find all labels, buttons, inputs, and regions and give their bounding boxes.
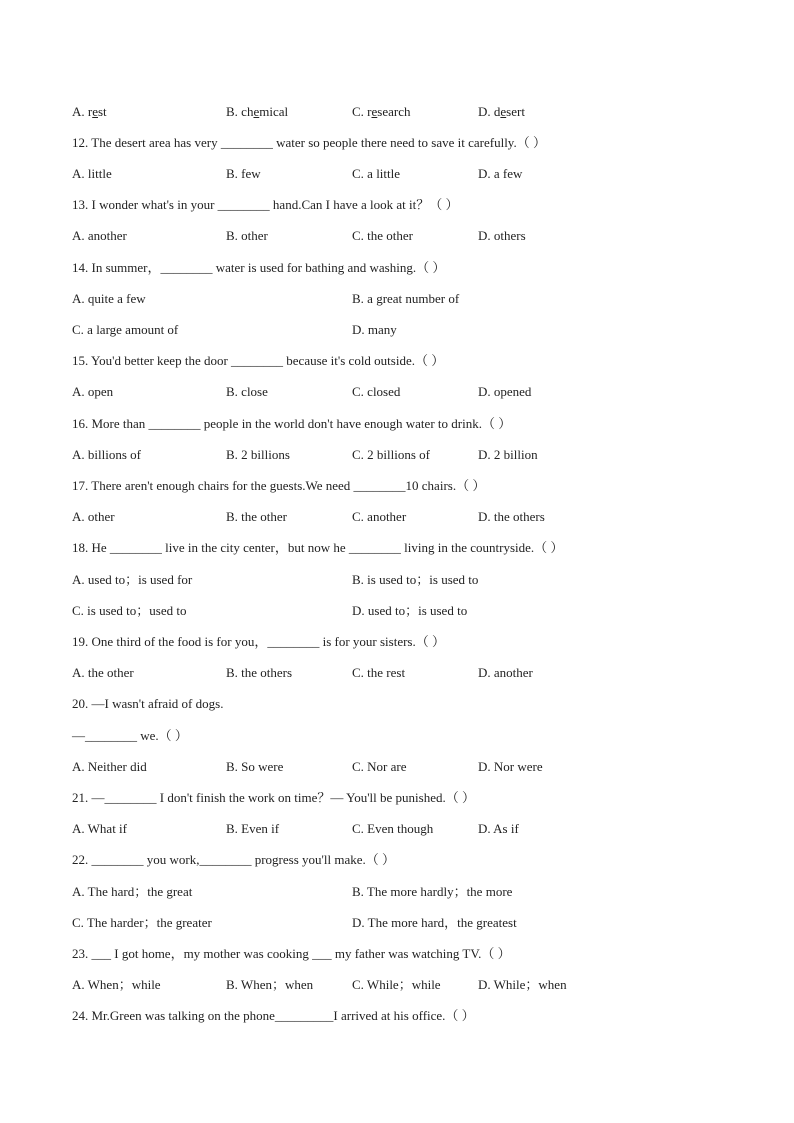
q23-option-b: B. When；when — [226, 977, 314, 992]
q20-option-d: D. Nor were — [478, 759, 543, 774]
q17-option-c: C. another — [352, 509, 407, 524]
q20-option-b: B. So were — [226, 759, 284, 774]
q16-option-a: A. billions of — [72, 447, 141, 462]
q11-option-d: D. desert — [478, 104, 525, 119]
q14-option-d: D. many — [352, 322, 397, 337]
q12-option-d: D. a few — [478, 166, 523, 181]
q19-option-a: A. the other — [72, 665, 134, 680]
question-24: 24. Mr.Green was talking on the phone_________I arrived at his office.（ ） — [72, 1008, 475, 1023]
question-14: 14. In summer，________ water is used for bathing and washing.（ ） — [72, 260, 446, 275]
q16-option-c: C. 2 billions of — [352, 447, 431, 462]
q14-option-b: B. a great number of — [352, 291, 460, 306]
question-15: 15. You'd better keep the door ________ because it's cold outside.（ ） — [72, 353, 445, 368]
q21-option-d: D. As if — [478, 821, 519, 836]
q13-option-c: C. the other — [352, 228, 414, 243]
q12-option-c: C. a little — [352, 166, 401, 181]
q14-option-a: A. quite a few — [72, 291, 146, 306]
q16-option-d: D. 2 billion — [478, 447, 538, 462]
q18-option-c: C. is used to；used to — [72, 603, 187, 618]
q15-option-a: A. open — [72, 384, 114, 399]
question-19: 19. One third of the food is for you，________ is for your sisters.（ ） — [72, 634, 445, 649]
q14-option-c: C. a large amount of — [72, 322, 179, 337]
q11-option-c: C. research — [352, 104, 411, 119]
q16-option-b: B. 2 billions — [226, 447, 290, 462]
q22-option-d: D. The more hard，the greatest — [352, 915, 517, 930]
question-13: 13. I wonder what's in your ________ hand.Can I have a look at it？（ ） — [72, 197, 459, 212]
q22-option-b: B. The more hardly；the more — [352, 884, 513, 899]
q21-option-a: A. What if — [72, 821, 127, 836]
q13-option-d: D. others — [478, 228, 526, 243]
q12-option-b: B. few — [226, 166, 261, 181]
q15-option-b: B. close — [226, 384, 268, 399]
q13-option-a: A. another — [72, 228, 127, 243]
question-21: 21. —________ I don't finish the work on time？— You'll be punished.（ ） — [72, 790, 475, 805]
q18-option-d: D. used to；is used to — [352, 603, 468, 618]
question-18: 18. He ________ live in the city center，but now he ________ living in the countryside.（ ） — [72, 540, 564, 555]
q17-option-d: D. the others — [478, 509, 545, 524]
q15-option-d: D. opened — [478, 384, 532, 399]
question-20: 20. —I wasn't afraid of dogs. — [72, 696, 224, 711]
q22-option-c: C. The harder；the greater — [72, 915, 212, 930]
q17-option-a: A. other — [72, 509, 115, 524]
q20-option-c: C. Nor are — [352, 759, 407, 774]
q23-option-c: C. While；while — [352, 977, 441, 992]
q18-option-b: B. is used to；is used to — [352, 572, 479, 587]
question-12: 12. The desert area has very ________ water so people there need to save it carefully.（ ） — [72, 135, 546, 150]
q21-option-b: B. Even if — [226, 821, 280, 836]
q19-option-b: B. the others — [226, 665, 293, 680]
q18-option-a: A. used to；is used for — [72, 572, 193, 587]
question-22: 22. ________ you work,________ progress you'll make.（ ） — [72, 852, 395, 867]
question-16: 16. More than ________ people in the world don't have enough water to drink.（ ） — [72, 416, 512, 431]
q23-option-a: A. When；while — [72, 977, 161, 992]
q23-option-d: D. While；when — [478, 977, 567, 992]
q15-option-c: C. closed — [352, 384, 401, 399]
q19-option-c: C. the rest — [352, 665, 406, 680]
q11-option-b: B. chemical — [226, 104, 289, 119]
q19-option-d: D. another — [478, 665, 533, 680]
question-17: 17. There aren't enough chairs for the guests.We need ________10 chairs.（ ） — [72, 478, 486, 493]
question-23: 23. ___ I got home，my mother was cooking ___ my father was watching TV.（ ） — [72, 946, 511, 961]
q13-option-b: B. other — [226, 228, 268, 243]
q20-option-a: A. Neither did — [72, 759, 147, 774]
q17-option-b: B. the other — [226, 509, 288, 524]
q22-option-a: A. The hard；the great — [72, 884, 193, 899]
question-20-response: —________ we.（ ） — [72, 728, 188, 743]
q11-option-a: A. rest — [72, 104, 107, 119]
q12-option-a: A. little — [72, 166, 112, 181]
q21-option-c: C. Even though — [352, 821, 434, 836]
